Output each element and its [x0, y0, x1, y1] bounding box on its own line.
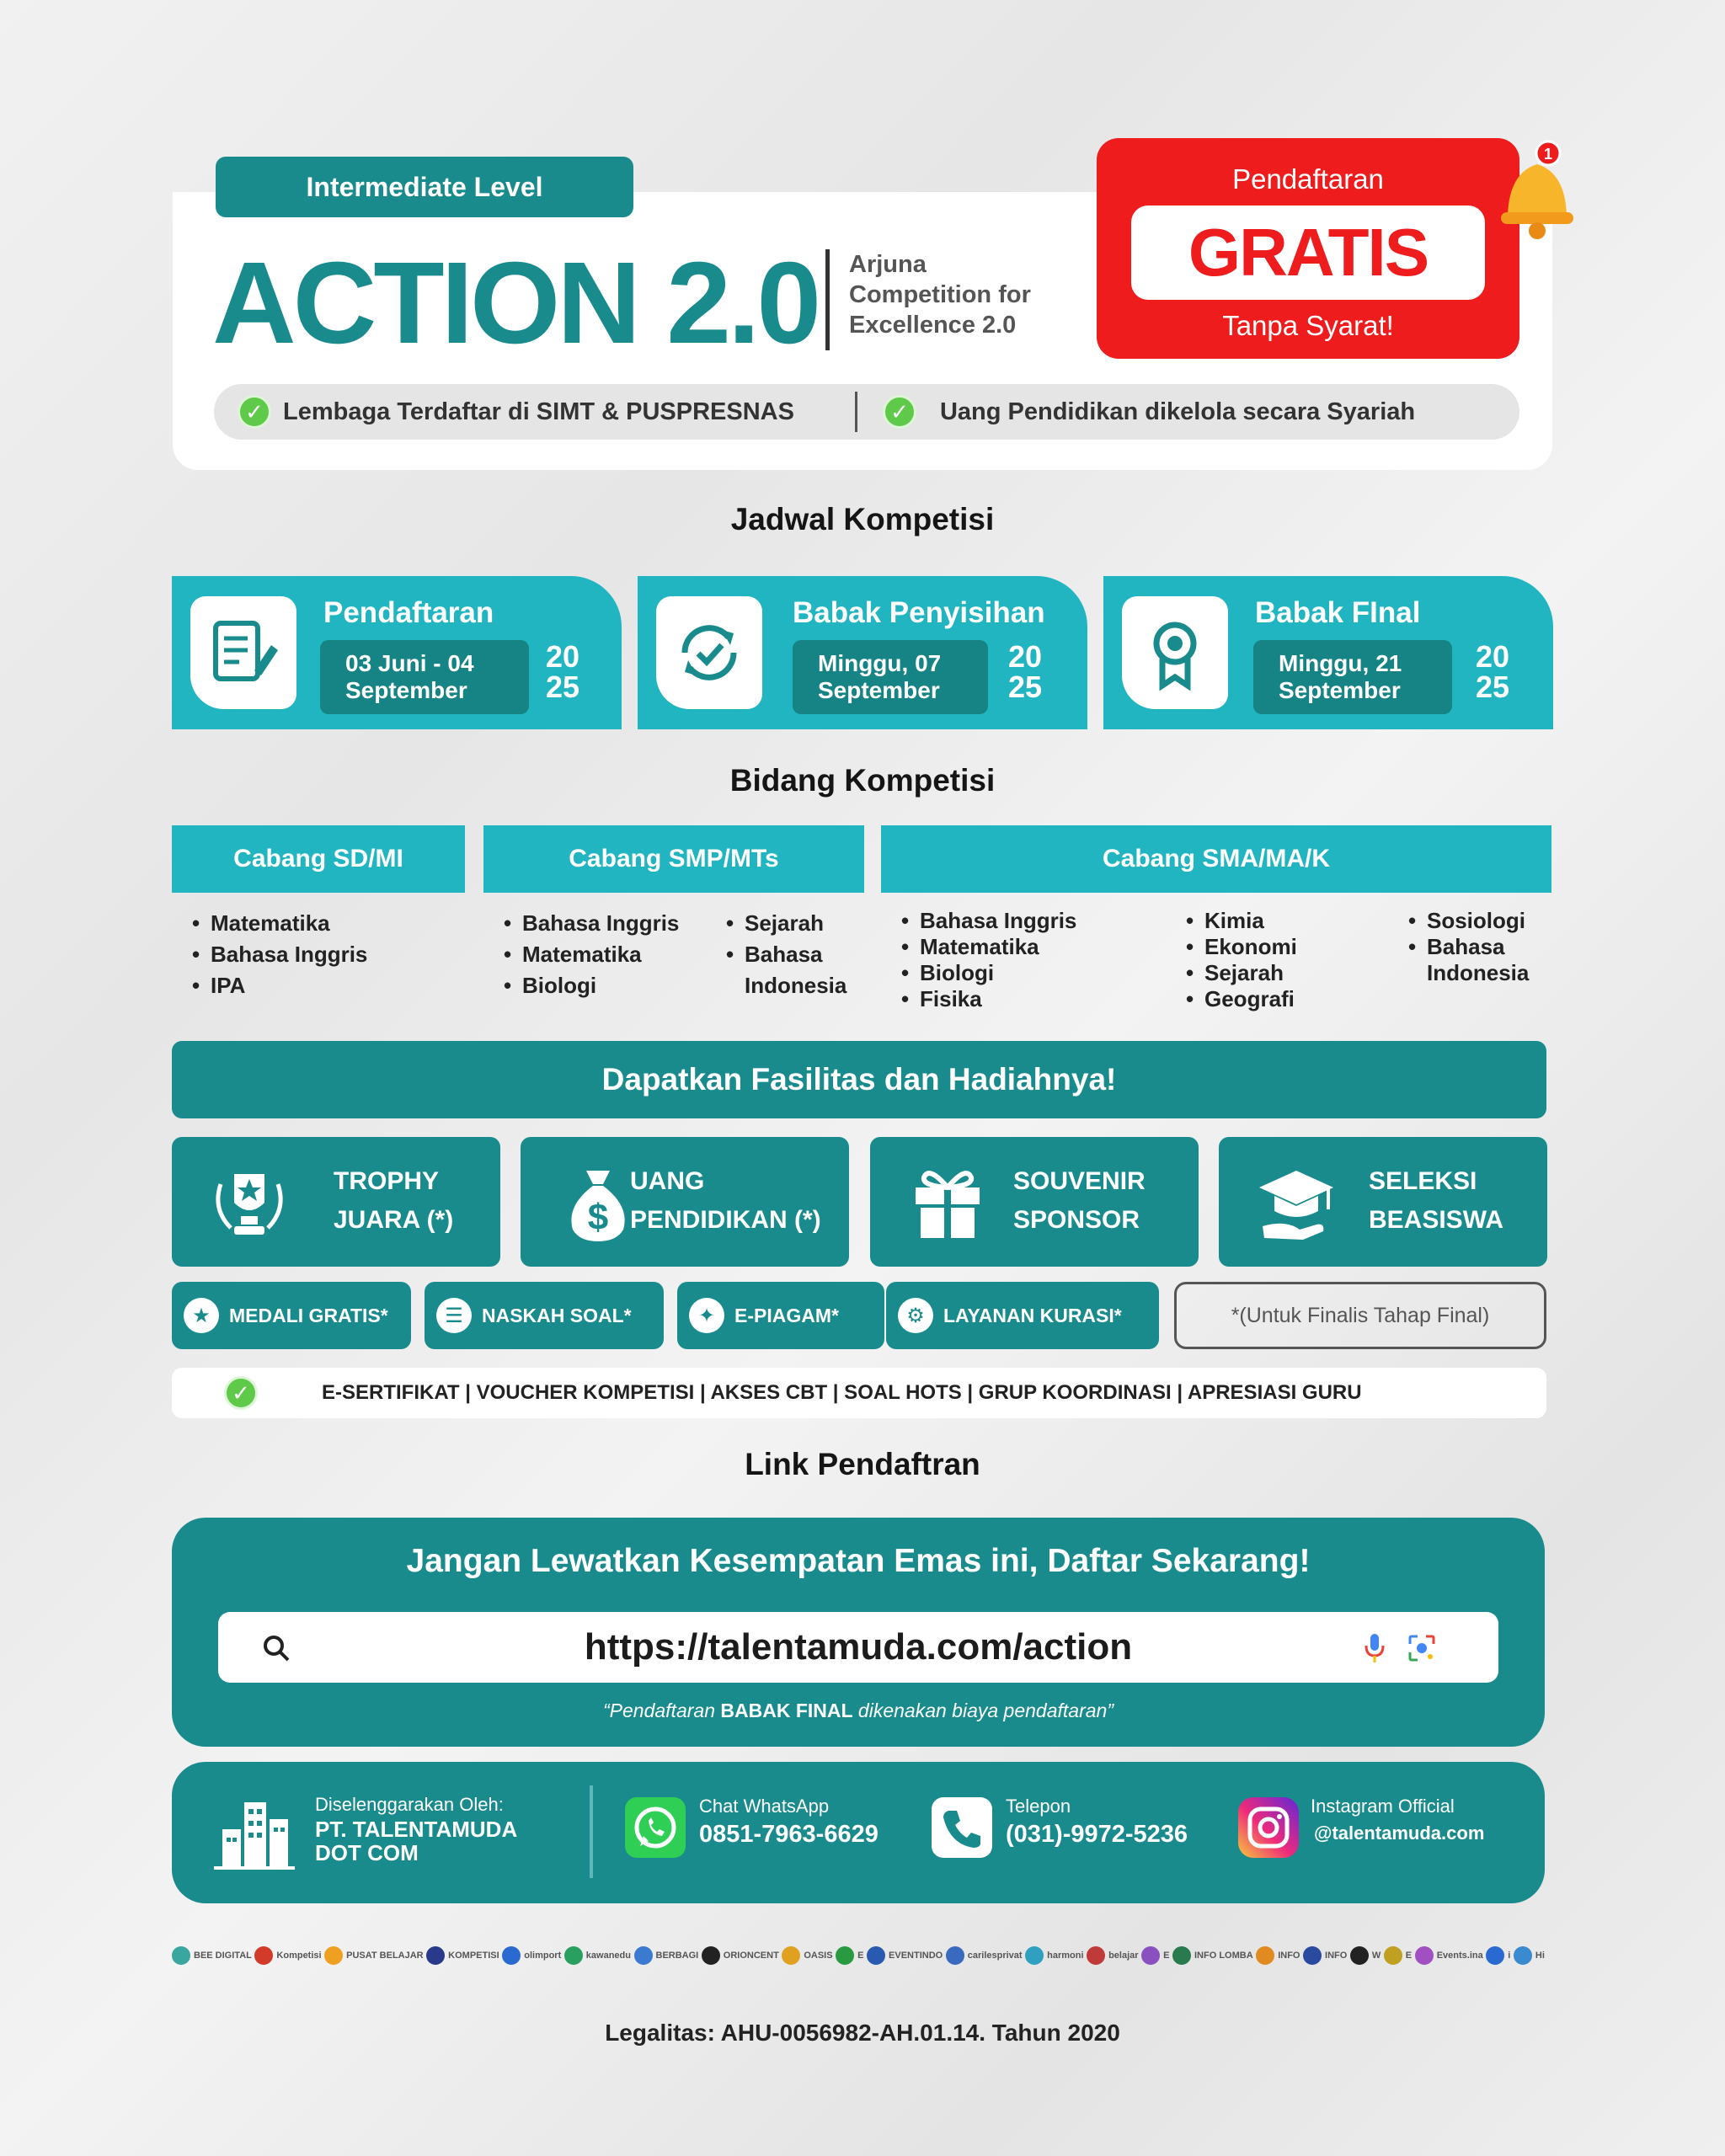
facility-card: [870, 1137, 1199, 1267]
note-bold: BABAK FINAL: [720, 1700, 853, 1721]
schedule-title-label: Babak FInal: [1255, 596, 1421, 629]
list-item: • Sejarah: [1186, 960, 1297, 986]
camera-lens-icon[interactable]: [1407, 1634, 1436, 1662]
list-item: • IPA: [192, 970, 367, 1001]
svg-text:$: $: [587, 1197, 609, 1238]
partner-logo: olimport: [502, 1946, 561, 1965]
partner-logo: carilesprivat: [946, 1946, 1023, 1965]
gift-icon: [904, 1159, 991, 1246]
event-title: ACTION 2.0: [212, 238, 819, 368]
schedule-date: [793, 640, 988, 714]
facilities-banner: Dapatkan Fasilitas dan Hadiahnya!: [172, 1041, 1546, 1118]
branch-header-smp: Cabang SMP/MTs: [483, 825, 864, 893]
facility-line: TROPHY: [334, 1167, 440, 1195]
subject-list-smp-2: [726, 908, 861, 1001]
list-item: • Sejarah: [726, 908, 861, 939]
subject-list-sma-1: [901, 908, 1076, 1012]
schedule-icon-box: [190, 596, 296, 709]
list-item: • Ekonomi: [1186, 934, 1297, 960]
facility-card: [1219, 1137, 1547, 1267]
partner-logo: W: [1350, 1946, 1381, 1965]
schedule-title-label: Pendaftaran: [323, 596, 494, 629]
schedule-year: [1008, 639, 1043, 704]
trophy-icon: [206, 1159, 293, 1246]
refresh-check-icon: [671, 615, 747, 691]
partner-logo: Kompetisi: [254, 1946, 321, 1965]
form-edit-icon: [206, 615, 281, 691]
building-icon: [214, 1796, 295, 1871]
pill-label: E-PIAGAM*: [734, 1304, 839, 1326]
graduation-cap-icon: [1252, 1159, 1340, 1246]
subject-list-smp-1: [504, 908, 679, 1001]
schedule-title-label: Babak Penyisihan: [793, 596, 1045, 629]
list-item: • Matematika: [901, 934, 1076, 960]
medal-icon: ★: [184, 1298, 219, 1333]
promo-bottom: Tanpa Syarat!: [1222, 310, 1394, 341]
benefit-pill: [425, 1282, 664, 1349]
check-icon: ✓: [238, 395, 271, 429]
promo-top: Pendaftaran: [1232, 163, 1384, 195]
schedule-title: Jadwal Kompetisi: [730, 502, 995, 536]
phone-icon[interactable]: [932, 1797, 992, 1858]
feature-divider: [855, 392, 857, 432]
partner-logo: E: [1384, 1946, 1412, 1965]
facility-text: [334, 1162, 453, 1240]
subject-list-sd: [192, 908, 367, 1001]
organizer-line: DOT COM: [315, 1840, 419, 1865]
list-item: • Bahasa Indonesia: [726, 939, 861, 1001]
money-bag-icon: [554, 1159, 642, 1246]
legal-text: Legalitas: AHU-0056982-AH.01.14. Tahun 2020: [605, 2020, 1120, 2046]
registration-url[interactable]: https://talentamuda.com/action: [584, 1626, 1133, 1668]
facility-line: SOUVENIR: [1013, 1167, 1146, 1195]
schedule-year: [546, 639, 580, 704]
contact-card: [172, 1762, 1545, 1903]
benefit-pill: [172, 1282, 411, 1349]
year-bottom: 25: [1008, 670, 1043, 704]
schedule-card: [1103, 576, 1553, 729]
partner-logo: BERBAGI: [634, 1946, 699, 1965]
list-item: • Matematika: [192, 908, 367, 939]
microphone-icon[interactable]: [1364, 1632, 1386, 1664]
schedule-icon-box: [656, 596, 762, 709]
date-line: 03 Juni - 04: [345, 650, 474, 676]
branch-header-sma: Cabang SMA/MA/K: [881, 825, 1551, 893]
feature-item: [238, 395, 794, 429]
facility-text: [630, 1162, 821, 1240]
notification-bell-icon: [1491, 135, 1583, 244]
instagram-handle[interactable]: @talentamuda.com: [1314, 1822, 1485, 1844]
partner-logo: E: [836, 1946, 863, 1965]
document-icon: ☰: [436, 1298, 472, 1333]
whatsapp-number[interactable]: 0851-7963-6629: [699, 1821, 879, 1848]
partner-logo: EVENTINDO: [867, 1946, 943, 1965]
facility-line: SELEKSI: [1369, 1167, 1477, 1195]
free-registration-promo: [1097, 138, 1519, 359]
date-line: September: [1279, 677, 1401, 703]
note-text: “Pendaftaran: [603, 1700, 721, 1721]
url-search-bar[interactable]: [218, 1612, 1498, 1683]
partner-logo: INFO LOMBA: [1172, 1946, 1253, 1965]
schedule-icon-box: [1122, 596, 1228, 709]
feature-text: Uang Pendidikan dikelola secara Syariah: [939, 398, 1416, 425]
date-line: September: [345, 677, 467, 703]
list-item: • Matematika: [504, 939, 679, 970]
date-line: September: [818, 677, 940, 703]
phone-number[interactable]: (031)-9972-5236: [1006, 1821, 1188, 1848]
subtitle-line: Excellence 2.0: [849, 312, 1017, 339]
instagram-icon[interactable]: [1238, 1797, 1299, 1858]
facility-line: SPONSOR: [1013, 1206, 1140, 1234]
title-divider: [825, 249, 830, 350]
partner-logo: belajar: [1087, 1946, 1138, 1965]
subtitle-line: Competition for: [849, 281, 1031, 308]
whatsapp-icon[interactable]: [625, 1797, 686, 1858]
subtitle-line: Arjuna: [849, 251, 927, 278]
facility-line: UANG: [630, 1167, 705, 1195]
schedule-card: [638, 576, 1087, 729]
list-item: • Bahasa Indonesia: [1408, 934, 1543, 986]
partner-logo: KOMPETISI: [426, 1946, 499, 1965]
date-line: Minggu, 21: [1279, 650, 1402, 676]
date-line: Minggu, 07: [818, 650, 942, 676]
year-bottom: 25: [1476, 670, 1510, 704]
partner-logo: INFO: [1303, 1946, 1347, 1965]
list-item: • Biologi: [504, 970, 679, 1001]
award-ribbon-icon: [1137, 615, 1213, 691]
promo-badge: GRATIS: [1131, 205, 1485, 300]
year-top: 20: [1476, 639, 1510, 674]
extras-text: E-SERTIFIKAT | VOUCHER KOMPETISI | AKSES CBT | SOAL HOTS | GRUP KOORDINASI | APRESIASI GURU: [322, 1381, 1362, 1404]
partner-logo: harmoni: [1025, 1946, 1083, 1965]
schedule-date: [1253, 640, 1452, 714]
finalist-note: *(Untuk Finalis Tahap Final): [1174, 1282, 1546, 1349]
partner-logo: kawanedu: [564, 1946, 631, 1965]
year-top: 20: [546, 639, 580, 674]
registration-headline: Jangan Lewatkan Kesempatan Emas ini, Daftar Sekarang!: [406, 1543, 1311, 1579]
partner-logo: INFO: [1256, 1946, 1300, 1965]
partner-logo: PUSAT BELAJAR: [324, 1946, 423, 1965]
list-item: • Bahasa Inggris: [192, 939, 367, 970]
check-icon: ✓: [883, 395, 916, 429]
organizer-line: PT. TALENTAMUDA: [315, 1817, 518, 1842]
registration-title: Link Pendaftran: [745, 1447, 980, 1481]
registration-note: [172, 1700, 1545, 1722]
notification-count: 1: [1543, 146, 1553, 163]
pill-label: MEDALI GRATIS*: [229, 1304, 388, 1326]
partner-logo: ORIONCENT: [702, 1946, 779, 1965]
fields-title: Bidang Kompetisi: [729, 763, 996, 798]
facility-text: [1013, 1162, 1146, 1240]
organizer-name: [315, 1817, 517, 1865]
list-item: • Biologi: [901, 960, 1076, 986]
list-item: • Bahasa Inggris: [901, 908, 1076, 934]
partner-logo: E: [1141, 1946, 1169, 1965]
facility-card: [172, 1137, 500, 1267]
feature-item: [883, 395, 1415, 429]
schedule-card: [172, 576, 622, 729]
partner-logo: i: [1486, 1946, 1510, 1965]
year-bottom: 25: [546, 670, 580, 704]
list-item: • Sosiologi: [1408, 908, 1543, 934]
level-badge: Intermediate Level: [216, 157, 633, 217]
certificate-icon: ✦: [689, 1298, 724, 1333]
pill-label: NASKAH SOAL*: [482, 1304, 632, 1326]
partner-logo: Events.ina: [1415, 1946, 1483, 1965]
year-top: 20: [1008, 639, 1043, 674]
whatsapp-label: Chat WhatsApp: [699, 1796, 830, 1817]
facility-text: [1369, 1162, 1503, 1240]
contact-divider: [590, 1785, 593, 1878]
check-icon: ✓: [224, 1376, 258, 1410]
registration-card: [172, 1518, 1545, 1747]
schedule-year: [1476, 639, 1510, 704]
gear-icon: ⚙: [898, 1298, 933, 1333]
list-item: • Bahasa Inggris: [504, 908, 679, 939]
subject-list-sma-2: [1186, 908, 1297, 1012]
list-item: • Geografi: [1186, 986, 1297, 1012]
instagram-label: Instagram Official: [1311, 1796, 1455, 1817]
list-item: • Fisika: [901, 986, 1076, 1012]
facility-card: [521, 1137, 849, 1267]
pill-label: LAYANAN KURASI*: [943, 1304, 1122, 1326]
features-bar: [214, 384, 1519, 440]
partner-logos: [172, 1939, 1545, 1972]
feature-text: Lembaga Terdaftar di SIMT & PUSPRESNAS: [283, 398, 794, 425]
organizer-label: Diselenggarakan Oleh:: [315, 1794, 504, 1815]
extras-bar: [172, 1368, 1546, 1418]
partner-logo: Hi: [1514, 1946, 1545, 1965]
list-item: • Kimia: [1186, 908, 1297, 934]
facility-line: BEASISWA: [1369, 1206, 1504, 1234]
event-subtitle: [849, 249, 1031, 340]
benefit-pill: [677, 1282, 884, 1349]
benefit-pill: [886, 1282, 1159, 1349]
branch-header-sd: Cabang SD/MI: [172, 825, 465, 893]
note-text: dikenakan biaya pendaftaran”: [852, 1700, 1114, 1721]
subject-list-sma-3: [1408, 908, 1543, 986]
partner-logo: BEE DIGITAL: [172, 1946, 252, 1965]
facility-line: PENDIDIKAN (*): [630, 1206, 821, 1234]
schedule-date: [320, 640, 529, 714]
partner-logo: OASIS: [782, 1946, 832, 1965]
phone-label: Telepon: [1006, 1796, 1071, 1817]
facility-line: JUARA (*): [334, 1206, 454, 1234]
